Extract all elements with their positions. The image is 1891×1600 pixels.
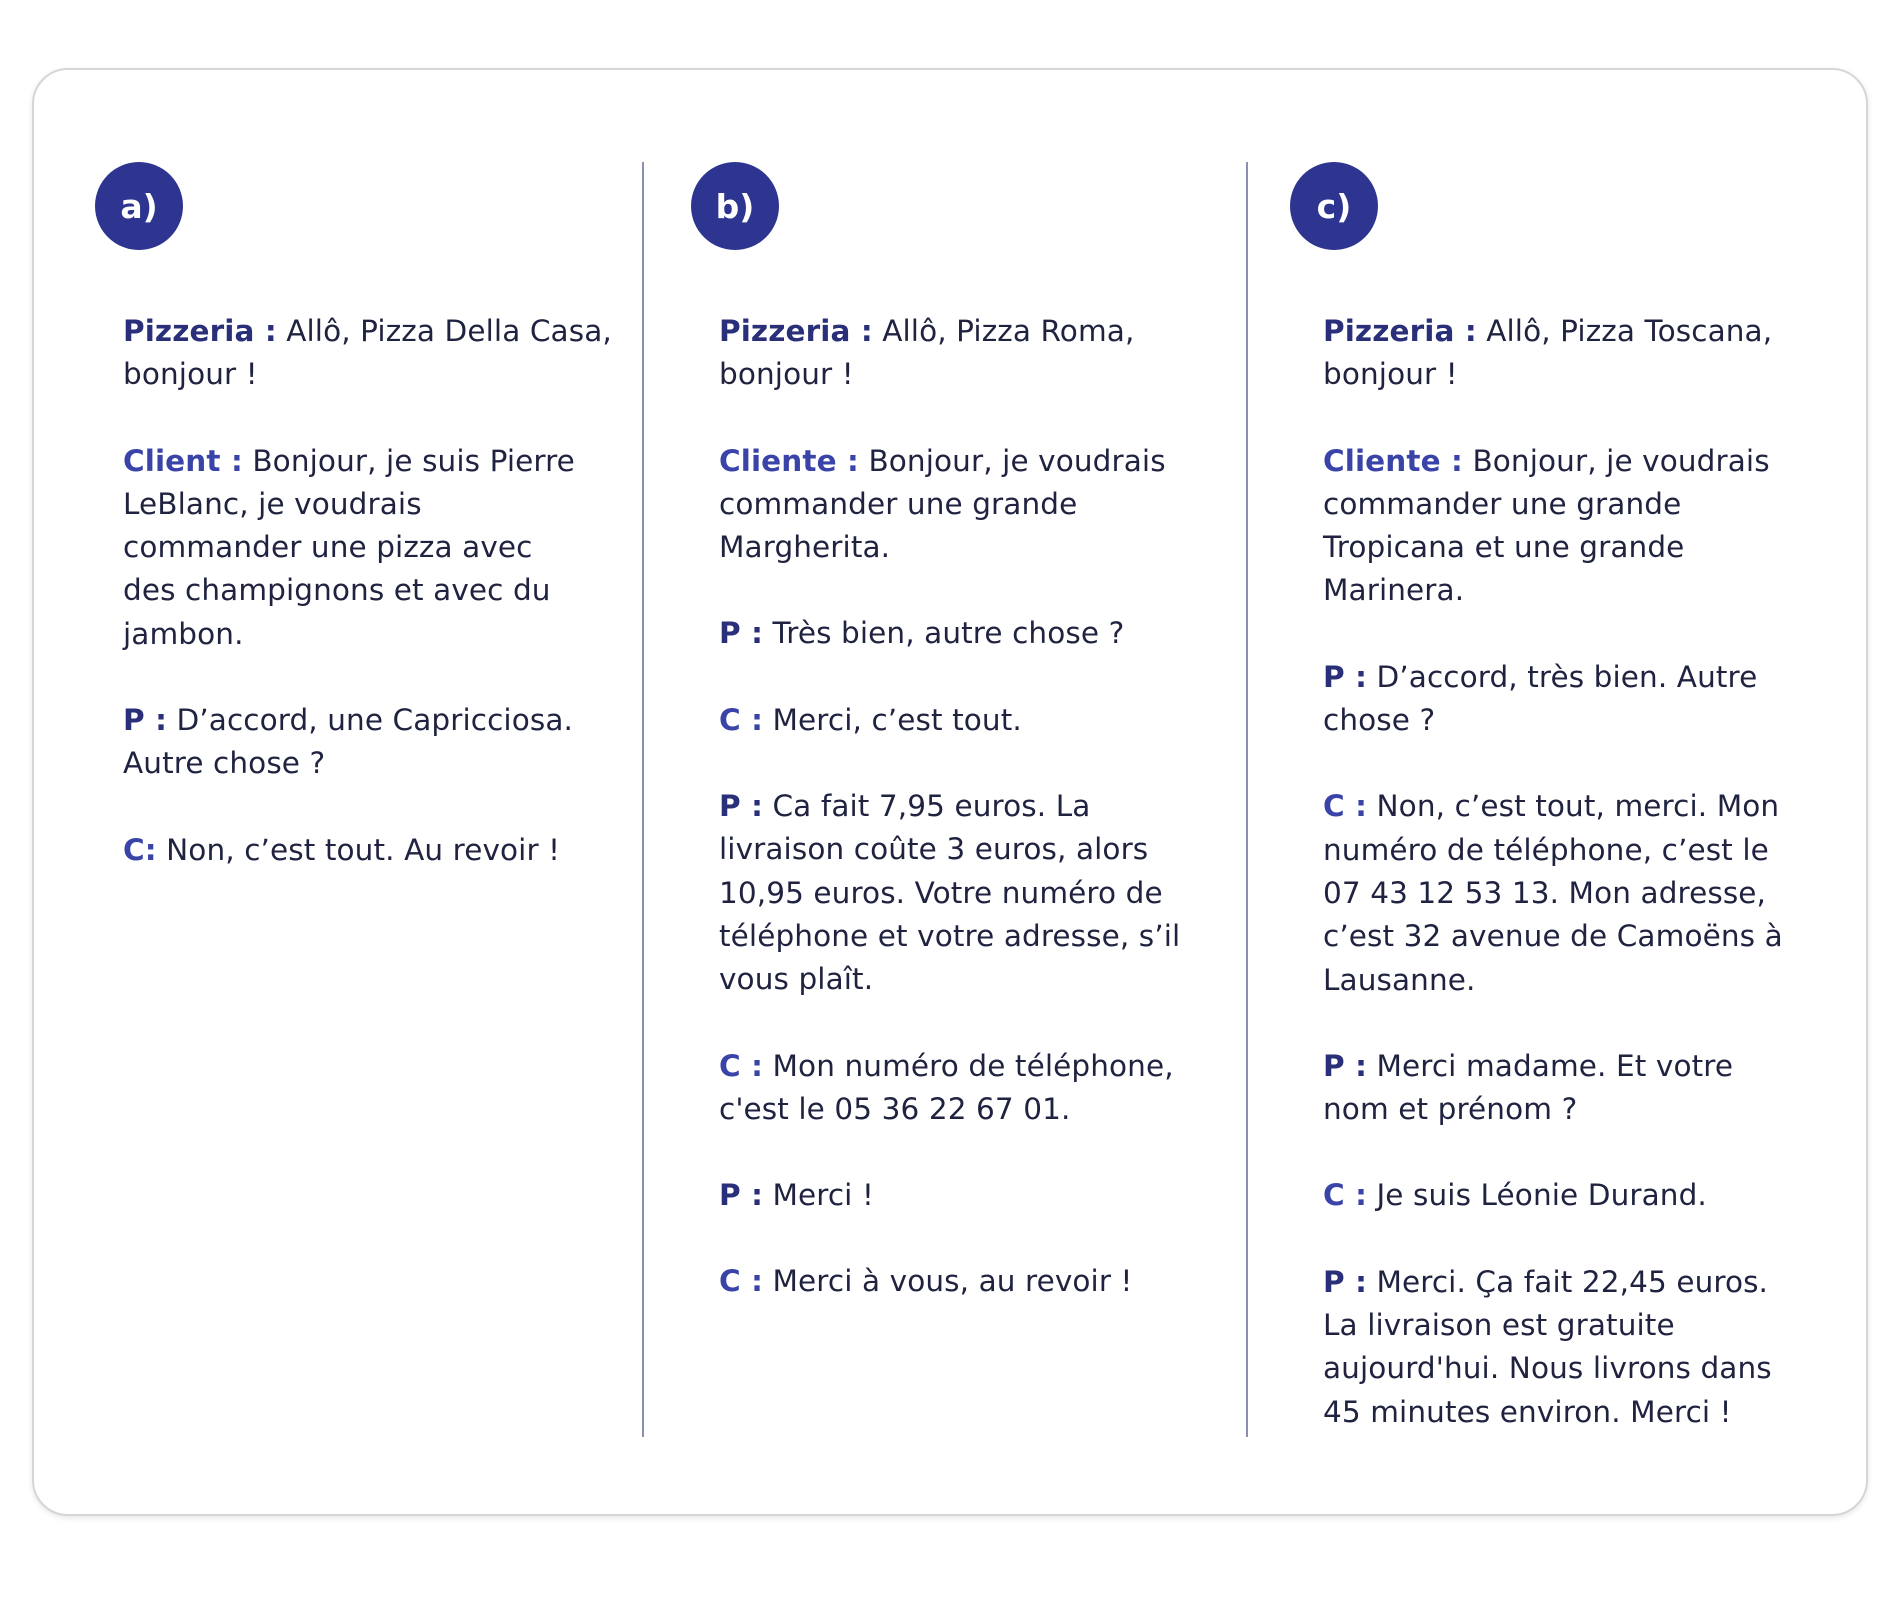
line-text: Mon numéro de téléphone, c'est le 05 36 22 67 01. <box>719 1048 1174 1126</box>
dialogue-line <box>1323 440 1793 613</box>
dialogue-line <box>1323 656 1783 743</box>
dialogue-line <box>1323 310 1783 397</box>
dialogue-line <box>123 310 613 397</box>
speaker-label: Pizzeria : <box>123 314 277 348</box>
line-text: Merci à vous, au revoir ! <box>763 1264 1133 1299</box>
dialogue-line <box>123 829 613 872</box>
speaker-label: Pizzeria : <box>719 314 873 348</box>
column-badge-a: a) <box>95 162 183 250</box>
line-text: Non, c’est tout, merci. Mon numéro de téléphone, c’est le 07 43 12 53 13. Mon adresse, c’est 32 avenue de Camoëns à Lausanne. <box>1323 789 1783 997</box>
dialogue-line <box>1323 1174 1813 1217</box>
line-text: Bonjour, je suis Pierre LeBlanc, je voudrais commander une pizza avec des champignons et avec du jambon. <box>123 443 575 651</box>
dialogue-line <box>719 612 1209 655</box>
speaker-label: P : <box>719 616 763 651</box>
line-text: Très bien, autre chose ? <box>763 616 1125 651</box>
line-text: Merci ! <box>763 1178 874 1213</box>
column-badge-c: c) <box>1290 162 1378 250</box>
line-text: D’accord, une Capricciosa. Autre chose ? <box>123 703 573 781</box>
line-text: Allô, Pizza Roma, bonjour ! <box>719 314 1135 392</box>
column-divider-2 <box>1246 162 1248 1437</box>
line-text: Ca fait 7,95 euros. La livraison coûte 3 euros, alors 10,95 euros. Votre numéro de téléphone et votre adresse, s’il vous plaît. <box>719 789 1181 997</box>
dialogue-line <box>719 310 1149 397</box>
speaker-label: C : <box>1323 1178 1368 1213</box>
speaker-label: C: <box>123 832 157 867</box>
dialogue-line <box>1323 1045 1763 1132</box>
line-text: Merci, c’est tout. <box>763 702 1022 737</box>
line-text: Allô, Pizza Della Casa, bonjour ! <box>123 314 612 392</box>
dialogue-line <box>123 699 578 786</box>
dialogue-line <box>719 699 1209 742</box>
speaker-label: Cliente : <box>719 443 859 478</box>
line-text: Merci madame. Et votre nom et prénom ? <box>1323 1048 1734 1127</box>
line-text: Allô, Pizza Toscana, bonjour ! <box>1323 314 1773 392</box>
column-badge-b: b) <box>691 162 779 250</box>
dialogue-line <box>1323 1261 1803 1434</box>
speaker-label: C : <box>719 702 764 737</box>
dialogue-line <box>719 1260 1209 1303</box>
speaker-label: Cliente : <box>1323 443 1463 478</box>
dialogue-a <box>123 310 613 915</box>
speaker-label: C : <box>719 1048 764 1083</box>
speaker-label: P : <box>1323 659 1367 694</box>
speaker-label: C : <box>1323 789 1368 824</box>
speaker-label: Pizzeria : <box>1323 314 1477 348</box>
column-divider-1 <box>642 162 644 1437</box>
line-text: Merci. Ça fait 22,45 euros. La livraison est gratuite aujourd'hui. Nous livrons dans 45 minutes environ. Merci ! <box>1323 1264 1772 1429</box>
dialogue-line <box>719 440 1189 570</box>
speaker-label: P : <box>719 789 763 824</box>
dialogue-line <box>123 440 578 656</box>
dialogue-line <box>1323 785 1793 1001</box>
line-text: D’accord, très bien. Autre chose ? <box>1323 659 1758 738</box>
dialogue-line <box>719 1174 1209 1217</box>
speaker-label: P : <box>1323 1048 1367 1083</box>
dialogue-c <box>1323 310 1813 1477</box>
line-text: Bonjour, je voudrais commander une grande Margherita. <box>719 443 1166 565</box>
line-text: Bonjour, je voudrais commander une grande Tropicana et une grande Marinera. <box>1323 443 1770 608</box>
speaker-label: C : <box>719 1264 764 1299</box>
dialogue-line <box>719 1045 1199 1132</box>
dialogue-line <box>719 785 1199 1001</box>
line-text: Non, c’est tout. Au revoir ! <box>156 832 561 867</box>
dialogue-b <box>719 310 1209 1347</box>
speaker-label: P : <box>123 703 167 738</box>
speaker-label: P : <box>1323 1264 1367 1299</box>
speaker-label: P : <box>719 1178 763 1213</box>
line-text: Je suis Léonie Durand. <box>1367 1178 1707 1213</box>
speaker-label: Client : <box>123 443 243 478</box>
